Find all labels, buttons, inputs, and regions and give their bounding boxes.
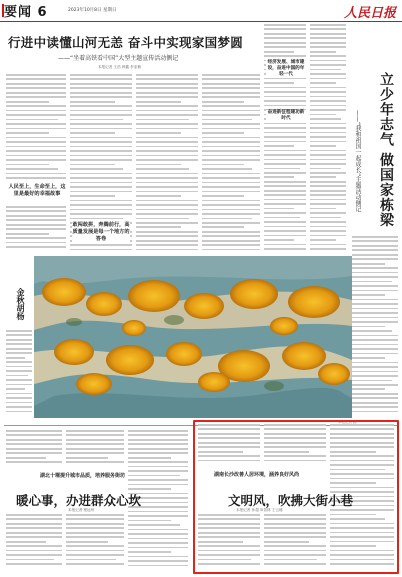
newspaper-logo: 人民日报 bbox=[343, 6, 396, 21]
bottom-left-byline: 本报记者 程远州 bbox=[68, 508, 95, 512]
section-title: 要闻 6 bbox=[4, 5, 48, 20]
middle-article-col-2 bbox=[310, 24, 346, 254]
main-subhead-1: 人民至上，生命至上，这里是最好的幸福故事 bbox=[8, 184, 66, 197]
autumn-poplar-photo bbox=[34, 256, 352, 418]
photo-caption-title: 金秋胡杨 bbox=[16, 288, 26, 320]
main-subhead-2: 敢闯敢拼，奔腾前行，高质量发展是每一个地方的答卷 bbox=[72, 222, 130, 242]
bottom-left-col-5 bbox=[66, 514, 124, 572]
right-subheadline: ——“我和祖国一起成长”主题活动侧记 bbox=[354, 110, 361, 213]
main-article-col-1b bbox=[6, 206, 66, 254]
landscape-image bbox=[34, 256, 352, 418]
bottom-left-col-4 bbox=[6, 514, 62, 572]
main-article-col-1 bbox=[6, 74, 66, 182]
bottom-right-col-2 bbox=[264, 424, 326, 468]
main-headline: 行进中读懂山河无恙 奋斗中实现家国梦圆 bbox=[8, 35, 244, 50]
main-article-col-3 bbox=[136, 74, 198, 254]
bottom-left-col-2 bbox=[66, 430, 124, 468]
photo-credit: 本报记者 摄 bbox=[338, 420, 357, 424]
bottom-left-headline: 暖心事，办进群众心坎 bbox=[16, 493, 142, 508]
middle-subhead-1: 经济发展、城市建设，奋进中国的年轻一代 bbox=[267, 60, 305, 77]
right-headline: 立少年志气 做国家栋梁 bbox=[378, 72, 394, 228]
main-article-col-4 bbox=[202, 74, 260, 254]
bottom-left-subheadline: 湖北十堰提升城市品质，培养服务街坊 bbox=[40, 473, 126, 479]
page-header bbox=[0, 0, 402, 22]
middle-article-col-1 bbox=[264, 24, 306, 254]
main-subheadline: ——“坐着高铁看中国”大型主题宣传活动侧记 bbox=[58, 55, 179, 62]
main-byline: 本报记者 王浩 韩鑫 李亚楠 bbox=[98, 65, 141, 69]
bottom-right-col-1 bbox=[198, 424, 260, 468]
middle-subhead-2: 奋进新征程建功新时代 bbox=[267, 110, 305, 121]
bottom-right-col-5 bbox=[264, 514, 326, 570]
photo-caption-text bbox=[6, 330, 32, 416]
bottom-right-byline: 本报记者 孙超 申智林 王云娜 bbox=[236, 508, 283, 512]
right-article-col bbox=[352, 236, 398, 416]
bottom-left-col-1 bbox=[6, 430, 62, 468]
bottom-right-subheadline: 湖南长沙改善人居环境，涵养良好风尚 bbox=[214, 472, 300, 478]
issue-date: 2023年10月8日 星期日 bbox=[68, 8, 117, 13]
bottom-right-headline: 文明风，吹拂大街小巷 bbox=[228, 493, 354, 508]
bottom-right-col-4 bbox=[198, 514, 260, 570]
